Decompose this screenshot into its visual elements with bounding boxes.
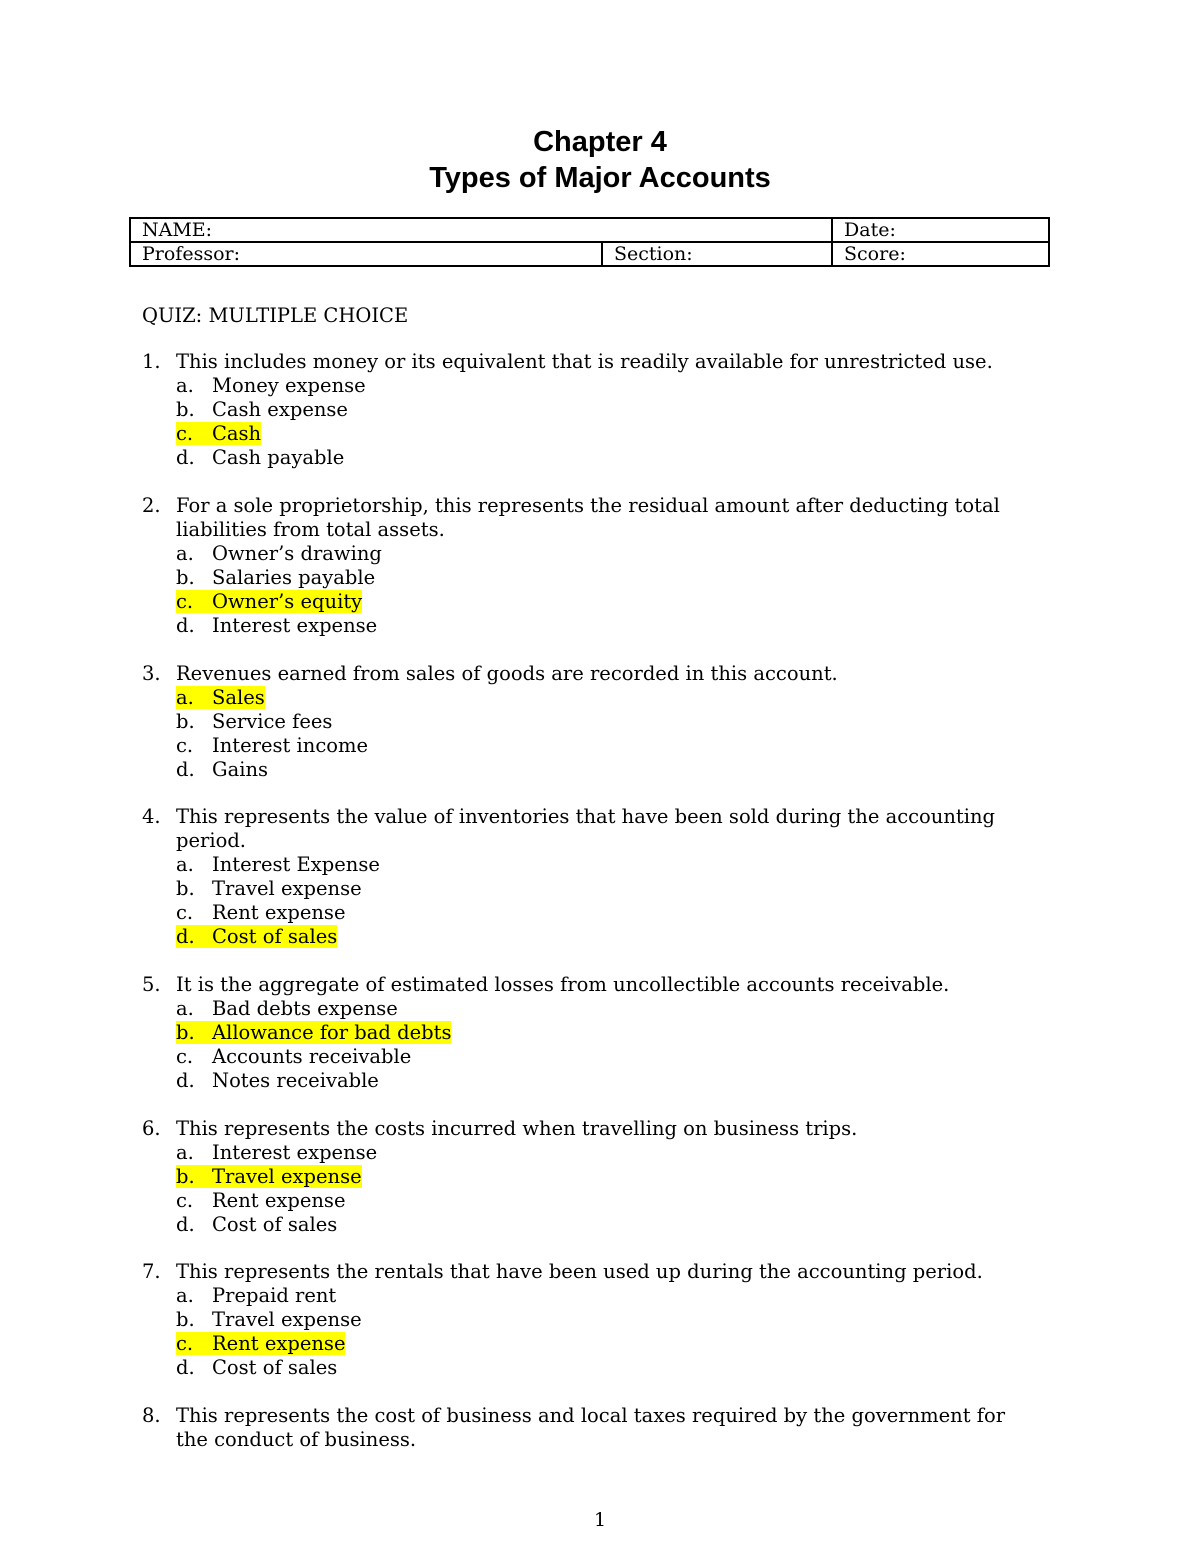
question-line bbox=[142, 829, 1072, 853]
answer-option bbox=[176, 758, 1072, 782]
option-letter: c. bbox=[176, 1045, 194, 1068]
question-item bbox=[142, 973, 1072, 1093]
answer-option bbox=[176, 590, 1072, 614]
question-line bbox=[142, 1428, 1072, 1452]
option-content bbox=[176, 1213, 337, 1236]
option-letter: a. bbox=[176, 542, 194, 565]
question-number: 8. bbox=[142, 1404, 161, 1427]
option-letter: b. bbox=[176, 1021, 195, 1044]
option-letter: a. bbox=[176, 686, 194, 709]
option-text: Rent expense bbox=[212, 1189, 346, 1212]
answer-option bbox=[176, 710, 1072, 734]
question-item bbox=[142, 1260, 1072, 1380]
option-text: Cash bbox=[212, 422, 262, 445]
option-content bbox=[176, 1045, 411, 1068]
question-number: 3. bbox=[142, 662, 161, 685]
question-line bbox=[142, 518, 1072, 542]
option-content bbox=[176, 710, 332, 733]
option-text: Travel expense bbox=[212, 877, 362, 900]
option-letter: d. bbox=[176, 1356, 195, 1379]
question-text: This represents the costs incurred when travelling on business trips. bbox=[176, 1117, 858, 1140]
option-content bbox=[176, 566, 375, 589]
question-line bbox=[142, 350, 1072, 374]
option-text: Service fees bbox=[212, 710, 333, 733]
option-letter: b. bbox=[176, 1308, 195, 1331]
option-letter: c. bbox=[176, 590, 194, 613]
name-field: NAME: bbox=[130, 218, 832, 242]
option-letter: a. bbox=[176, 1284, 194, 1307]
option-text: Interest expense bbox=[212, 614, 378, 637]
highlighted-answer bbox=[176, 1165, 362, 1188]
answer-option bbox=[176, 614, 1072, 638]
option-text: Owner’s equity bbox=[212, 590, 363, 613]
quiz-heading: QUIZ: MULTIPLE CHOICE bbox=[142, 304, 409, 327]
student-info-table bbox=[129, 217, 1050, 267]
option-text: Sales bbox=[212, 686, 265, 709]
question-text: Revenues earned from sales of goods are recorded in this account. bbox=[176, 662, 838, 685]
option-letter: b. bbox=[176, 877, 195, 900]
answer-option bbox=[176, 734, 1072, 758]
option-content bbox=[176, 1284, 336, 1307]
question-number: 4. bbox=[142, 805, 161, 828]
highlighted-answer bbox=[176, 686, 265, 709]
option-letter: c. bbox=[176, 734, 194, 757]
answer-option bbox=[176, 1141, 1072, 1165]
option-letter: d. bbox=[176, 758, 195, 781]
question-number: 7. bbox=[142, 1260, 161, 1283]
option-letter: a. bbox=[176, 853, 194, 876]
question-line bbox=[142, 1404, 1072, 1428]
option-text: Cost of sales bbox=[212, 925, 338, 948]
option-text: Salaries payable bbox=[212, 566, 376, 589]
option-content bbox=[176, 614, 377, 637]
section-field: Section: bbox=[602, 242, 832, 266]
option-content bbox=[176, 997, 398, 1020]
option-content bbox=[176, 1308, 362, 1331]
question-text: It is the aggregate of estimated losses from uncollectible accounts receivable. bbox=[176, 973, 950, 996]
option-letter: a. bbox=[176, 374, 194, 397]
question-text: period. bbox=[176, 829, 247, 852]
answer-option bbox=[176, 374, 1072, 398]
option-letter: d. bbox=[176, 925, 195, 948]
question-line bbox=[142, 805, 1072, 829]
option-text: Cash payable bbox=[212, 446, 345, 469]
option-content bbox=[176, 542, 382, 565]
option-letter: d. bbox=[176, 614, 195, 637]
question-line bbox=[142, 662, 1072, 686]
question-item bbox=[142, 805, 1072, 949]
option-content bbox=[176, 398, 348, 421]
question-item bbox=[142, 1117, 1072, 1237]
option-text: Money expense bbox=[212, 374, 366, 397]
answer-option bbox=[176, 901, 1072, 925]
answer-option bbox=[176, 925, 1072, 949]
option-content bbox=[176, 1356, 337, 1379]
date-field: Date: bbox=[832, 218, 1049, 242]
question-line bbox=[142, 1117, 1072, 1141]
option-text: Interest income bbox=[212, 734, 369, 757]
highlighted-answer bbox=[176, 422, 261, 445]
answer-option bbox=[176, 1332, 1072, 1356]
option-content bbox=[176, 853, 380, 876]
question-item bbox=[142, 1404, 1072, 1452]
highlighted-answer bbox=[176, 590, 362, 613]
option-text: Travel expense bbox=[212, 1308, 362, 1331]
question-number: 6. bbox=[142, 1117, 161, 1140]
option-letter: a. bbox=[176, 1141, 194, 1164]
answer-option bbox=[176, 1213, 1072, 1237]
option-content bbox=[176, 734, 368, 757]
question-number: 5. bbox=[142, 973, 161, 996]
option-text: Rent expense bbox=[212, 901, 346, 924]
answer-option bbox=[176, 542, 1072, 566]
answer-option bbox=[176, 853, 1072, 877]
option-letter: b. bbox=[176, 1165, 195, 1188]
option-text: Prepaid rent bbox=[212, 1284, 337, 1307]
answer-option bbox=[176, 1069, 1072, 1093]
option-text: Bad debts expense bbox=[212, 997, 398, 1020]
option-text: Owner’s drawing bbox=[212, 542, 382, 565]
question-item bbox=[142, 494, 1072, 638]
chapter-number: Chapter 4 bbox=[533, 126, 667, 158]
answer-option bbox=[176, 1308, 1072, 1332]
question-text: This represents the value of inventories that have been sold during the accounting bbox=[176, 805, 996, 828]
answer-option bbox=[176, 398, 1072, 422]
option-text: Interest Expense bbox=[212, 853, 380, 876]
answer-option bbox=[176, 1284, 1072, 1308]
option-content bbox=[176, 1141, 377, 1164]
option-letter: d. bbox=[176, 446, 195, 469]
option-content bbox=[176, 901, 345, 924]
question-number: 1. bbox=[142, 350, 161, 373]
answer-option bbox=[176, 446, 1072, 470]
option-letter: c. bbox=[176, 422, 194, 445]
question-item bbox=[142, 662, 1072, 782]
option-text: Accounts receivable bbox=[212, 1045, 412, 1068]
answer-option bbox=[176, 1045, 1072, 1069]
question-line bbox=[142, 973, 1072, 997]
answer-option bbox=[176, 997, 1072, 1021]
answer-option bbox=[176, 422, 1072, 446]
option-letter: b. bbox=[176, 710, 195, 733]
answer-option bbox=[176, 1021, 1072, 1045]
option-content bbox=[176, 1069, 379, 1092]
question-text: liabilities from total assets. bbox=[176, 518, 445, 541]
option-content bbox=[176, 374, 366, 397]
question-text: This includes money or its equivalent that is readily available for unrestricted use. bbox=[176, 350, 993, 373]
question-line bbox=[142, 494, 1072, 518]
score-field: Score: bbox=[832, 242, 1049, 266]
option-text: Notes receivable bbox=[212, 1069, 379, 1092]
option-text: Cost of sales bbox=[212, 1356, 338, 1379]
professor-field: Professor: bbox=[130, 242, 602, 266]
option-letter: b. bbox=[176, 566, 195, 589]
answer-option bbox=[176, 1165, 1072, 1189]
question-number: 2. bbox=[142, 494, 161, 517]
chapter-title: Types of Major Accounts bbox=[429, 162, 771, 194]
question-text: the conduct of business. bbox=[176, 1428, 417, 1451]
answer-option bbox=[176, 1356, 1072, 1380]
option-text: Cost of sales bbox=[212, 1213, 338, 1236]
answer-option bbox=[176, 877, 1072, 901]
answer-option bbox=[176, 1189, 1072, 1213]
option-letter: b. bbox=[176, 398, 195, 421]
option-letter: d. bbox=[176, 1069, 195, 1092]
question-text: This represents the cost of business and local taxes required by the government for bbox=[176, 1404, 1006, 1427]
question-text: This represents the rentals that have been used up during the accounting period. bbox=[176, 1260, 983, 1283]
highlighted-answer bbox=[176, 1021, 451, 1044]
highlighted-answer bbox=[176, 925, 337, 948]
option-content bbox=[176, 1189, 345, 1212]
option-text: Gains bbox=[212, 758, 269, 781]
question-text: For a sole proprietorship, this represents the residual amount after deducting total bbox=[176, 494, 1000, 517]
option-text: Cash expense bbox=[212, 398, 348, 421]
answer-option bbox=[176, 566, 1072, 590]
option-letter: d. bbox=[176, 1213, 195, 1236]
option-letter: c. bbox=[176, 1332, 194, 1355]
option-text: Rent expense bbox=[212, 1332, 346, 1355]
option-content bbox=[176, 877, 362, 900]
option-content bbox=[176, 446, 344, 469]
option-content bbox=[176, 758, 268, 781]
question-item bbox=[142, 350, 1072, 470]
option-text: Allowance for bad debts bbox=[212, 1021, 452, 1044]
option-letter: c. bbox=[176, 1189, 194, 1212]
option-letter: c. bbox=[176, 901, 194, 924]
question-line bbox=[142, 1260, 1072, 1284]
option-text: Interest expense bbox=[212, 1141, 378, 1164]
option-letter: a. bbox=[176, 997, 194, 1020]
option-text: Travel expense bbox=[212, 1165, 362, 1188]
highlighted-answer bbox=[176, 1332, 345, 1355]
page-number: 1 bbox=[593, 1509, 607, 1531]
answer-option bbox=[176, 686, 1072, 710]
